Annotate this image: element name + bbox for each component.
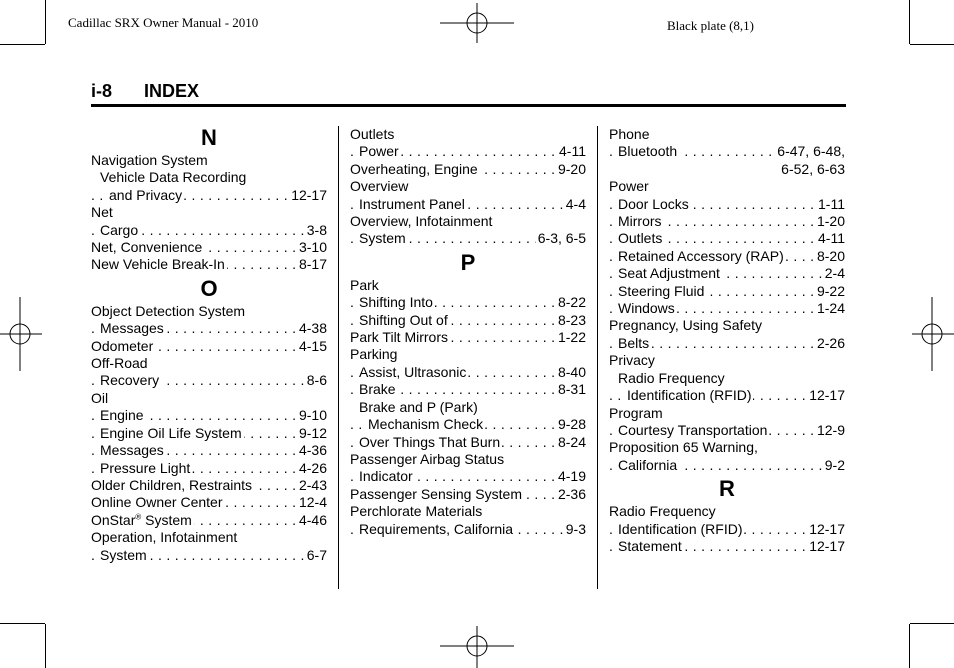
index-entry [609, 538, 845, 555]
index-entry [91, 460, 327, 477]
crop-mark [910, 623, 954, 624]
index-entry-page-ref: 8-23 [557, 311, 586, 328]
index-entry-term [91, 239, 204, 255]
index-entry [609, 143, 845, 160]
index-entry-term [609, 126, 651, 142]
column-divider [338, 126, 339, 589]
index-entry [609, 422, 845, 439]
index-entry-term [91, 494, 225, 510]
index-entry-term-text: Retained Accessory (RAP) [618, 247, 784, 264]
index-entry-page-ref: 9-2 [824, 456, 845, 473]
index-entry-term [609, 439, 760, 455]
index-letter-heading: R [719, 476, 735, 502]
index-entry-term-text: Off-Road [91, 355, 148, 372]
index-entry-term [359, 230, 408, 246]
index-entry-term-text: Outlets [350, 126, 395, 142]
index-entry [91, 303, 327, 320]
index-entry-term [359, 399, 480, 415]
index-entry-term-text: Privacy [609, 352, 655, 369]
index-entry-term [618, 230, 664, 246]
index-entry-page-ref: 4-11 [559, 143, 586, 160]
index-entry [91, 338, 327, 355]
index-entry-term [359, 196, 467, 212]
index-entry [91, 547, 327, 564]
page-title: INDEX [144, 81, 200, 101]
index-entry-term [91, 338, 155, 354]
index-entry-term-text: Mirrors [618, 213, 662, 230]
index-entry-page-ref: 6-47, 6-48, [777, 143, 845, 160]
index-entry-term [91, 529, 239, 545]
index-entry-page-ref: 2-43 [298, 476, 327, 493]
crop-mark [909, 0, 910, 44]
index-entry-term [618, 457, 679, 473]
index-entry [609, 317, 845, 334]
index-entry-term-text: Pressure Light [100, 459, 191, 476]
index-entry-page-ref: 2-4 [824, 265, 845, 282]
index-entry-term [609, 405, 665, 421]
index-entry-term [618, 370, 727, 386]
index-entry-term [91, 152, 210, 168]
index-entry-term-text: Net [91, 204, 113, 221]
index-entry-term-text: System [141, 511, 192, 528]
index-entry-term [350, 486, 524, 502]
index-entry-term [618, 248, 786, 264]
index-entry [350, 399, 586, 416]
print-header-right: Black plate (8,1) [667, 18, 754, 33]
index-entry-page-ref: 1-22 [557, 329, 586, 346]
index-entry-term-text: Passenger Airbag Status [350, 450, 505, 467]
index-entry-term-text: Older Children, Restraints [91, 476, 253, 493]
index-entry-term-text: Odometer [91, 337, 154, 354]
index-entry-term [100, 442, 166, 458]
index-entry-page-ref: 3-8 [306, 221, 327, 238]
index-entry [350, 312, 586, 329]
index-entry-term-text: Instrument Panel [359, 195, 465, 212]
index-letter-heading: O [200, 275, 218, 301]
index-entry-term [350, 178, 410, 194]
index-entry [609, 335, 845, 352]
index-entry-term [609, 178, 651, 194]
index-entry-term [618, 335, 651, 351]
index-entry-term-text: California [618, 456, 678, 473]
index-entry-term [618, 521, 744, 537]
index-entry-page-ref: 12-17 [291, 186, 327, 203]
index-entry-term-text: Identification (RFID) [627, 387, 752, 404]
index-entry [91, 372, 327, 389]
index-entry-term [100, 460, 192, 476]
index-entry-term-text: and Privacy [109, 186, 183, 203]
index-entry-term-text: Over Things That Burn [359, 433, 501, 450]
index-entry-term [359, 521, 515, 537]
index-entry-page-ref: 9-22 [816, 282, 845, 299]
index-entry [350, 277, 586, 294]
index-entry-page-ref: 9-10 [298, 407, 327, 424]
index-entry [350, 468, 586, 485]
index-entry [91, 442, 327, 459]
index-entry-term-text: Program [609, 404, 663, 421]
registration-mark-right-icon [912, 297, 954, 371]
index-entry-term-text: Belts [618, 334, 650, 351]
index-entry [91, 256, 327, 273]
index-entry-term [350, 503, 484, 519]
index-entry [609, 300, 845, 317]
index-entry [350, 230, 586, 247]
index-entry-term [100, 320, 166, 336]
index-entry-term [368, 416, 485, 432]
index-entry-page-ref: 1-11 [818, 195, 845, 212]
index-entry-page-ref: 8-24 [557, 433, 586, 450]
index-entry-page-ref: 4-46 [298, 511, 327, 528]
index-entry-page-ref: 9-12 [298, 424, 327, 441]
index-entry [609, 230, 845, 247]
index-entry [91, 355, 327, 372]
index-entry-term [359, 468, 415, 484]
index-entry-term-text: Pregnancy, Using Safety [609, 317, 763, 334]
crop-mark [910, 44, 954, 45]
crop-mark [45, 0, 46, 44]
index-entry [91, 222, 327, 239]
index-entry-term-text: Outlets [618, 230, 663, 247]
index-entry [91, 529, 327, 546]
index-entry-page-ref: 4-36 [298, 442, 327, 459]
index-entry-term-text: Navigation System [91, 152, 208, 168]
index-entry-page-ref: 8-40 [557, 363, 586, 380]
index-entry-term-text: Overview [350, 178, 409, 195]
index-entry-term-text: Operation, Infotainment [91, 529, 238, 546]
index-entry [350, 503, 586, 520]
index-entry [91, 239, 327, 256]
index-entry-term [359, 143, 401, 159]
index-entry-term [359, 294, 435, 310]
index-entry-term-text: Overheating, Engine [350, 160, 478, 177]
index-entry-term [618, 538, 684, 554]
index-entry [609, 521, 845, 538]
index-entry-term [618, 283, 706, 299]
crop-mark [909, 624, 910, 668]
print-header-left: Cadillac SRX Owner Manual - 2010 [68, 15, 259, 30]
index-entry-term [359, 434, 502, 450]
index-letter-heading: P [460, 249, 476, 275]
index-entry-term [350, 329, 450, 345]
index-entry-term-text: Identification (RFID) [618, 520, 743, 537]
index-entry-page-ref: 12-17 [809, 537, 845, 554]
index-entry [609, 283, 845, 300]
index-entry [91, 477, 327, 494]
index-entry-term [109, 187, 184, 203]
crop-mark [0, 44, 45, 45]
index-entry-continuation: 6-52, 6-63 [781, 160, 845, 177]
index-entry [609, 126, 845, 143]
index-entry-term-text: Online Owner Center [91, 494, 223, 511]
index-entry-term-text: Brake and P (Park) [359, 398, 478, 415]
index-entry-term [91, 303, 247, 319]
index-entry [609, 387, 845, 404]
index-entry [350, 381, 586, 398]
index-entry-page-ref: 8-6 [306, 372, 327, 389]
index-entry-term-text: Overview, Infotainment [350, 213, 493, 230]
index-entry-term [359, 381, 398, 397]
index-entry [91, 320, 327, 337]
page-heading [91, 80, 846, 107]
index-entry-term-text: Object Detection System [91, 302, 246, 319]
index-entry-term-text: System [100, 546, 147, 563]
index-entry-term [618, 265, 722, 281]
index-entry-term-text: Engine Oil Life System [100, 424, 242, 441]
index-entry-page-ref: 8-22 [557, 294, 586, 311]
index-entry-page-ref: 4-15 [298, 337, 327, 354]
index-entry-term [618, 422, 769, 438]
index-entry-page-ref: 8-31 [557, 381, 586, 398]
index-entry [91, 152, 327, 169]
index-entry [609, 248, 845, 265]
index-entry-page-ref: 4-11 [818, 230, 845, 247]
index-entry-term-text: Radio Frequency [609, 503, 716, 520]
index-entry-term [91, 355, 150, 371]
index-entry-term [100, 169, 248, 185]
index-column-2 [350, 126, 586, 538]
index-entry-page-ref: 4-19 [557, 468, 586, 485]
index-entry-term-text: Engine [100, 407, 144, 424]
index-entry [91, 494, 327, 511]
index-entry-term [350, 451, 506, 467]
registration-mark-top-icon [440, 3, 514, 43]
index-entry-term-text: Windows [618, 300, 675, 317]
index-entry-term-text: Recovery [100, 372, 160, 389]
index-entry-term-text: System [359, 230, 406, 247]
index-entry [609, 265, 845, 282]
index-entry-term [350, 213, 494, 229]
registration-mark-left-icon [0, 297, 42, 371]
index-entry [350, 521, 586, 538]
index-entry-term-text: Phone [609, 126, 650, 142]
index-entry-term [618, 213, 664, 229]
index-entry-term-text: Radio Frequency [618, 369, 725, 386]
index-entry-term-text: Assist, Ultrasonic [359, 363, 467, 380]
index-entry-term-text: Passenger Sensing System [350, 485, 522, 502]
index-entry [609, 352, 845, 369]
index-entry-term [359, 312, 450, 328]
index-entry-term-text: New Vehicle Break-In [91, 256, 225, 273]
index-entry-term-text: Perchlorate Materials [350, 503, 483, 520]
index-entry-term-text: Messages [100, 320, 164, 337]
index-entry-term [627, 387, 753, 403]
index-entry [350, 294, 586, 311]
index-entry-term [91, 256, 227, 272]
index-entry-term [100, 425, 244, 441]
index-entry [609, 213, 845, 230]
index-entry [91, 204, 327, 221]
index-entry-page-ref: 2-36 [557, 485, 586, 502]
index-entry [350, 346, 586, 363]
index-entry-term-text: Requirements, California [359, 520, 514, 537]
index-entry [91, 169, 327, 186]
index-entry-term-text: Mechanism Check [368, 416, 484, 433]
index-entry-term-text: Parking [350, 346, 398, 363]
crop-mark [45, 624, 46, 668]
index-entry-term [100, 222, 140, 238]
index-entry [91, 187, 327, 204]
index-entry [91, 407, 327, 424]
index-entry-term [91, 390, 110, 406]
index-entry-term [618, 300, 677, 316]
index-entry-term [350, 126, 396, 142]
index-entry [609, 196, 845, 213]
index-entry [350, 451, 586, 468]
index-entry-page-ref: 8-20 [816, 247, 845, 264]
index-entry-term-text: Statement [618, 537, 682, 554]
index-entry-term [350, 161, 480, 177]
index-entry-page-ref: 6-3, 6-5 [537, 230, 586, 247]
index-entry-term-text: Seat Adjustment [618, 265, 720, 282]
column-divider [597, 126, 598, 589]
index-entry [609, 457, 845, 474]
index-column-3 [609, 126, 845, 555]
index-entry-page-ref: 4-38 [298, 320, 327, 337]
index-entry-term [609, 352, 657, 368]
index-entry-page-ref: 4-4 [565, 195, 586, 212]
index-entry-term-text: Courtesy Transportation [618, 421, 768, 438]
index-entry-page-ref: 1-24 [816, 300, 845, 317]
index-entry [350, 161, 586, 178]
index-entry-term-text: Steering Fluid [618, 282, 705, 299]
index-entry-page-ref: 2-26 [816, 334, 845, 351]
index-entry-term [618, 196, 691, 212]
index-entry-page-ref: 12-9 [816, 421, 845, 438]
index-entry-page-ref: 4-26 [298, 459, 327, 476]
index-entry [350, 178, 586, 195]
index-entry [350, 486, 586, 503]
index-entry [91, 425, 327, 442]
index-entry [609, 370, 845, 387]
index-entry-page-ref: 9-28 [557, 416, 586, 433]
index-entry-term-text: Cargo [100, 221, 139, 238]
index-entry [609, 439, 845, 456]
index-entry-page-ref: 12-4 [298, 494, 327, 511]
index-entry-page-ref: 12-17 [809, 387, 845, 404]
index-entry [350, 196, 586, 213]
index-entry-term-text: Vehicle Data Recording [100, 169, 247, 186]
index-entry [350, 126, 586, 143]
index-entry-page-ref: 12-17 [809, 520, 845, 537]
page-number: i-8 [91, 81, 113, 101]
index-entry [609, 178, 845, 195]
index-entry [609, 405, 845, 422]
index-entry-term [100, 547, 149, 563]
index-entry-term-text: Brake [359, 381, 396, 398]
index-entry-page-ref: 9-3 [565, 520, 586, 537]
registered-mark: ® [135, 512, 142, 522]
index-entry-page-ref: 1-20 [816, 213, 845, 230]
index-entry-term-text: Shifting Into [359, 294, 433, 311]
index-column-1 [91, 126, 327, 564]
index-entry-term [350, 346, 399, 362]
index-entry-term [618, 143, 679, 159]
registration-mark-bottom-icon [440, 626, 514, 668]
crop-mark [0, 623, 45, 624]
index-entry-term-text: Net, Convenience [91, 239, 203, 256]
index-entry [609, 503, 845, 520]
index-entry-term-text: Shifting Out of [359, 311, 448, 328]
index-entry-term-text: Power [359, 143, 399, 160]
index-entry-term-text: Messages [100, 442, 164, 459]
index-letter-heading: N [201, 125, 217, 150]
index-entry-term [91, 512, 194, 528]
index-entry-term [609, 503, 718, 519]
index-entry-term [100, 407, 146, 423]
index-entry-term [91, 204, 115, 220]
index-entry-page-ref: 9-20 [557, 160, 586, 177]
index-entry-page-ref: 6-7 [306, 546, 327, 563]
index-entry-page-ref: 3-10 [298, 239, 327, 256]
index-entry-term [350, 277, 381, 293]
index-entry-page-ref: 8-17 [298, 256, 327, 273]
index-entry-term [359, 364, 468, 380]
index-entry-term-text: Park [350, 276, 379, 293]
index-entry-term-text: OnStar [91, 511, 136, 528]
index-entry [350, 416, 586, 433]
index-entry [91, 512, 327, 529]
index-entry [350, 434, 586, 451]
index-entry [91, 390, 327, 407]
index-entry-term-text: Door Locks [618, 195, 689, 212]
index-entry-term [609, 317, 764, 333]
index-entry-term-text: Bluetooth [618, 143, 678, 160]
index-entry-term [91, 477, 254, 493]
index-entry-term [100, 372, 161, 388]
index-entry [350, 329, 586, 346]
index-entry-term-text: Proposition 65 Warning, [609, 439, 758, 456]
index-entry-term-text: Oil [91, 389, 109, 406]
index-entry [350, 213, 586, 230]
index-entry-term-text: Power [609, 178, 649, 195]
index-entry [350, 143, 586, 160]
index-entry-term-text: Park Tilt Mirrors [350, 329, 448, 346]
index-entry [350, 364, 586, 381]
index-entry-term-text: Indicator [359, 468, 413, 485]
